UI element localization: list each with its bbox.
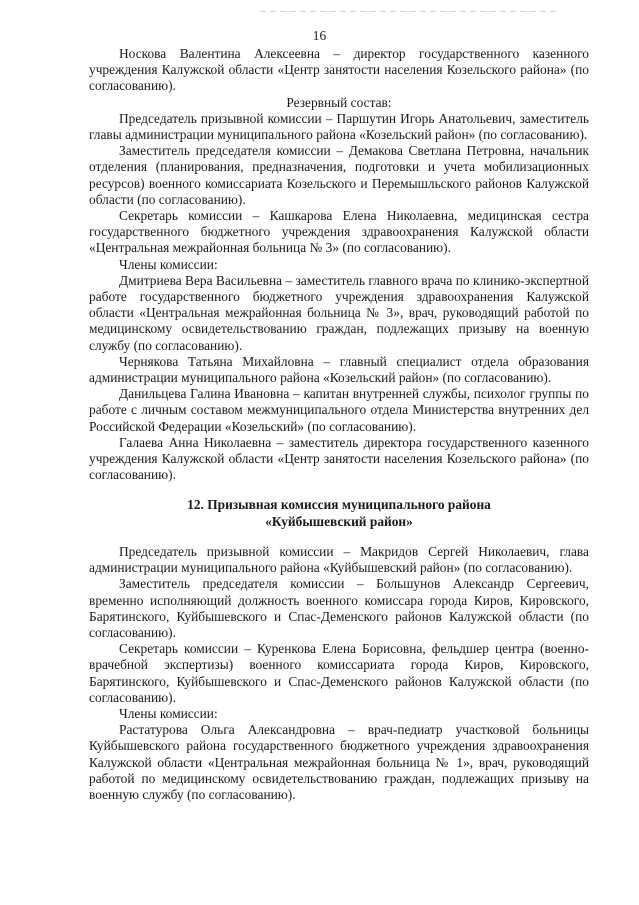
document-body — [89, 46, 589, 803]
section-heading-line1: 12. Призывная комиссия муниципального района — [187, 497, 491, 513]
paragraph-member-dmitrieva: Дмитриева Вера Васильевна – заместитель главного врача по клинико-экспертной работе государственного бюджетного учреждения здравоохранения Калужской области «Центральная межрайонная больница № 3», врач, руководящий работой по медицинскому освидетельствованию граждан, подлежащих призыву на военную службу (по согласованию). — [89, 272, 589, 353]
paragraph-member-daniltseva: Данильцева Галина Ивановна – капитан внутренней службы, психолог группы по работе с личным составом межмуниципального отдела Министерства внутренних дел Российской Федерации «Козельский» (по согласованию). — [89, 386, 589, 434]
paragraph-member-rastaturova: Растатурова Ольга Александровна – врач-педиатр участковой больницы Куйбышевского района государственного бюджетного учреждения здравоохранения Калужской области «Центральная межрайонная больница № 1», врач, руководящий работой по медицинскому освидетельствованию граждан, подлежащих призыву на военную службу (по согласованию). — [89, 722, 589, 802]
scan-artifact-line — [260, 11, 560, 12]
paragraph-deputy: Заместитель председателя комиссии – Большунов Александр Сергеевич, временно исполняющий должность военного комиссара города Киров, Кировского, Барятинского, Куйбышевского и Спас-Деменского районов Калужской области (по согласованию). — [89, 576, 589, 640]
paragraph-member-chernyakova: Чернякова Татьяна Михайловна – главный специалист отдела образования администрации муниципального района «Козельский район» (по согласованию). — [89, 353, 589, 386]
paragraph-reserve-secretary: Секретарь комиссии – Кашкарова Елена Николаевна, медицинская сестра государственного бюджетного учреждения здравоохранения Калужской области «Центральная межрайонная больница № 3» (по согласованию). — [89, 208, 589, 256]
paragraph-reserve-chairman: Председатель призывной комиссии – Паршутин Игорь Анатольевич, заместитель главы администрации муниципального района «Козельский район» (по согласованию). — [89, 110, 589, 143]
paragraph-secretary: Секретарь комиссии – Куренкова Елена Борисовна, фельдшер центра (военно-врачебной экспертизы) военного комиссариата города Киров, Кировского, Барятинского, Куйбышевского и Спас-Деменского районов Калужской области (по согласованию). — [89, 641, 589, 705]
members-label: Члены комиссии: — [119, 256, 218, 272]
paragraph-chairman: Председатель призывной комиссии – Макридов Сергей Николаевич, глава администрации муниципального района «Куйбышевский район» (по согласованию). — [89, 543, 589, 576]
section-heading-line2: «Куйбышевский район» — [265, 513, 413, 529]
members-label-2: Члены комиссии: — [119, 705, 218, 721]
paragraph-member-galaeva: Галаева Анна Николаевна – заместитель директора государственного казенного учреждения Калужской области «Центр занятости населения Козельского района» (по согласованию). — [89, 434, 589, 483]
paragraph-reserve-deputy: Заместитель председателя комиссии – Демакова Светлана Петровна, начальник отделения (планирования, предназначения, подготовки и учета мобилизационных ресурсов) военного комиссариата Козельского и Перемышльского районов Калужской области (по согласованию). — [89, 143, 589, 207]
paragraph-noskova: Носкова Валентина Алексеевна – директор государственного казенного учреждения Калужской области «Центр занятости населения Козельского района» (по согласованию). — [89, 46, 589, 94]
reserve-composition-heading: Резервный состав: — [286, 94, 392, 110]
page-number: 16 — [312, 28, 327, 43]
